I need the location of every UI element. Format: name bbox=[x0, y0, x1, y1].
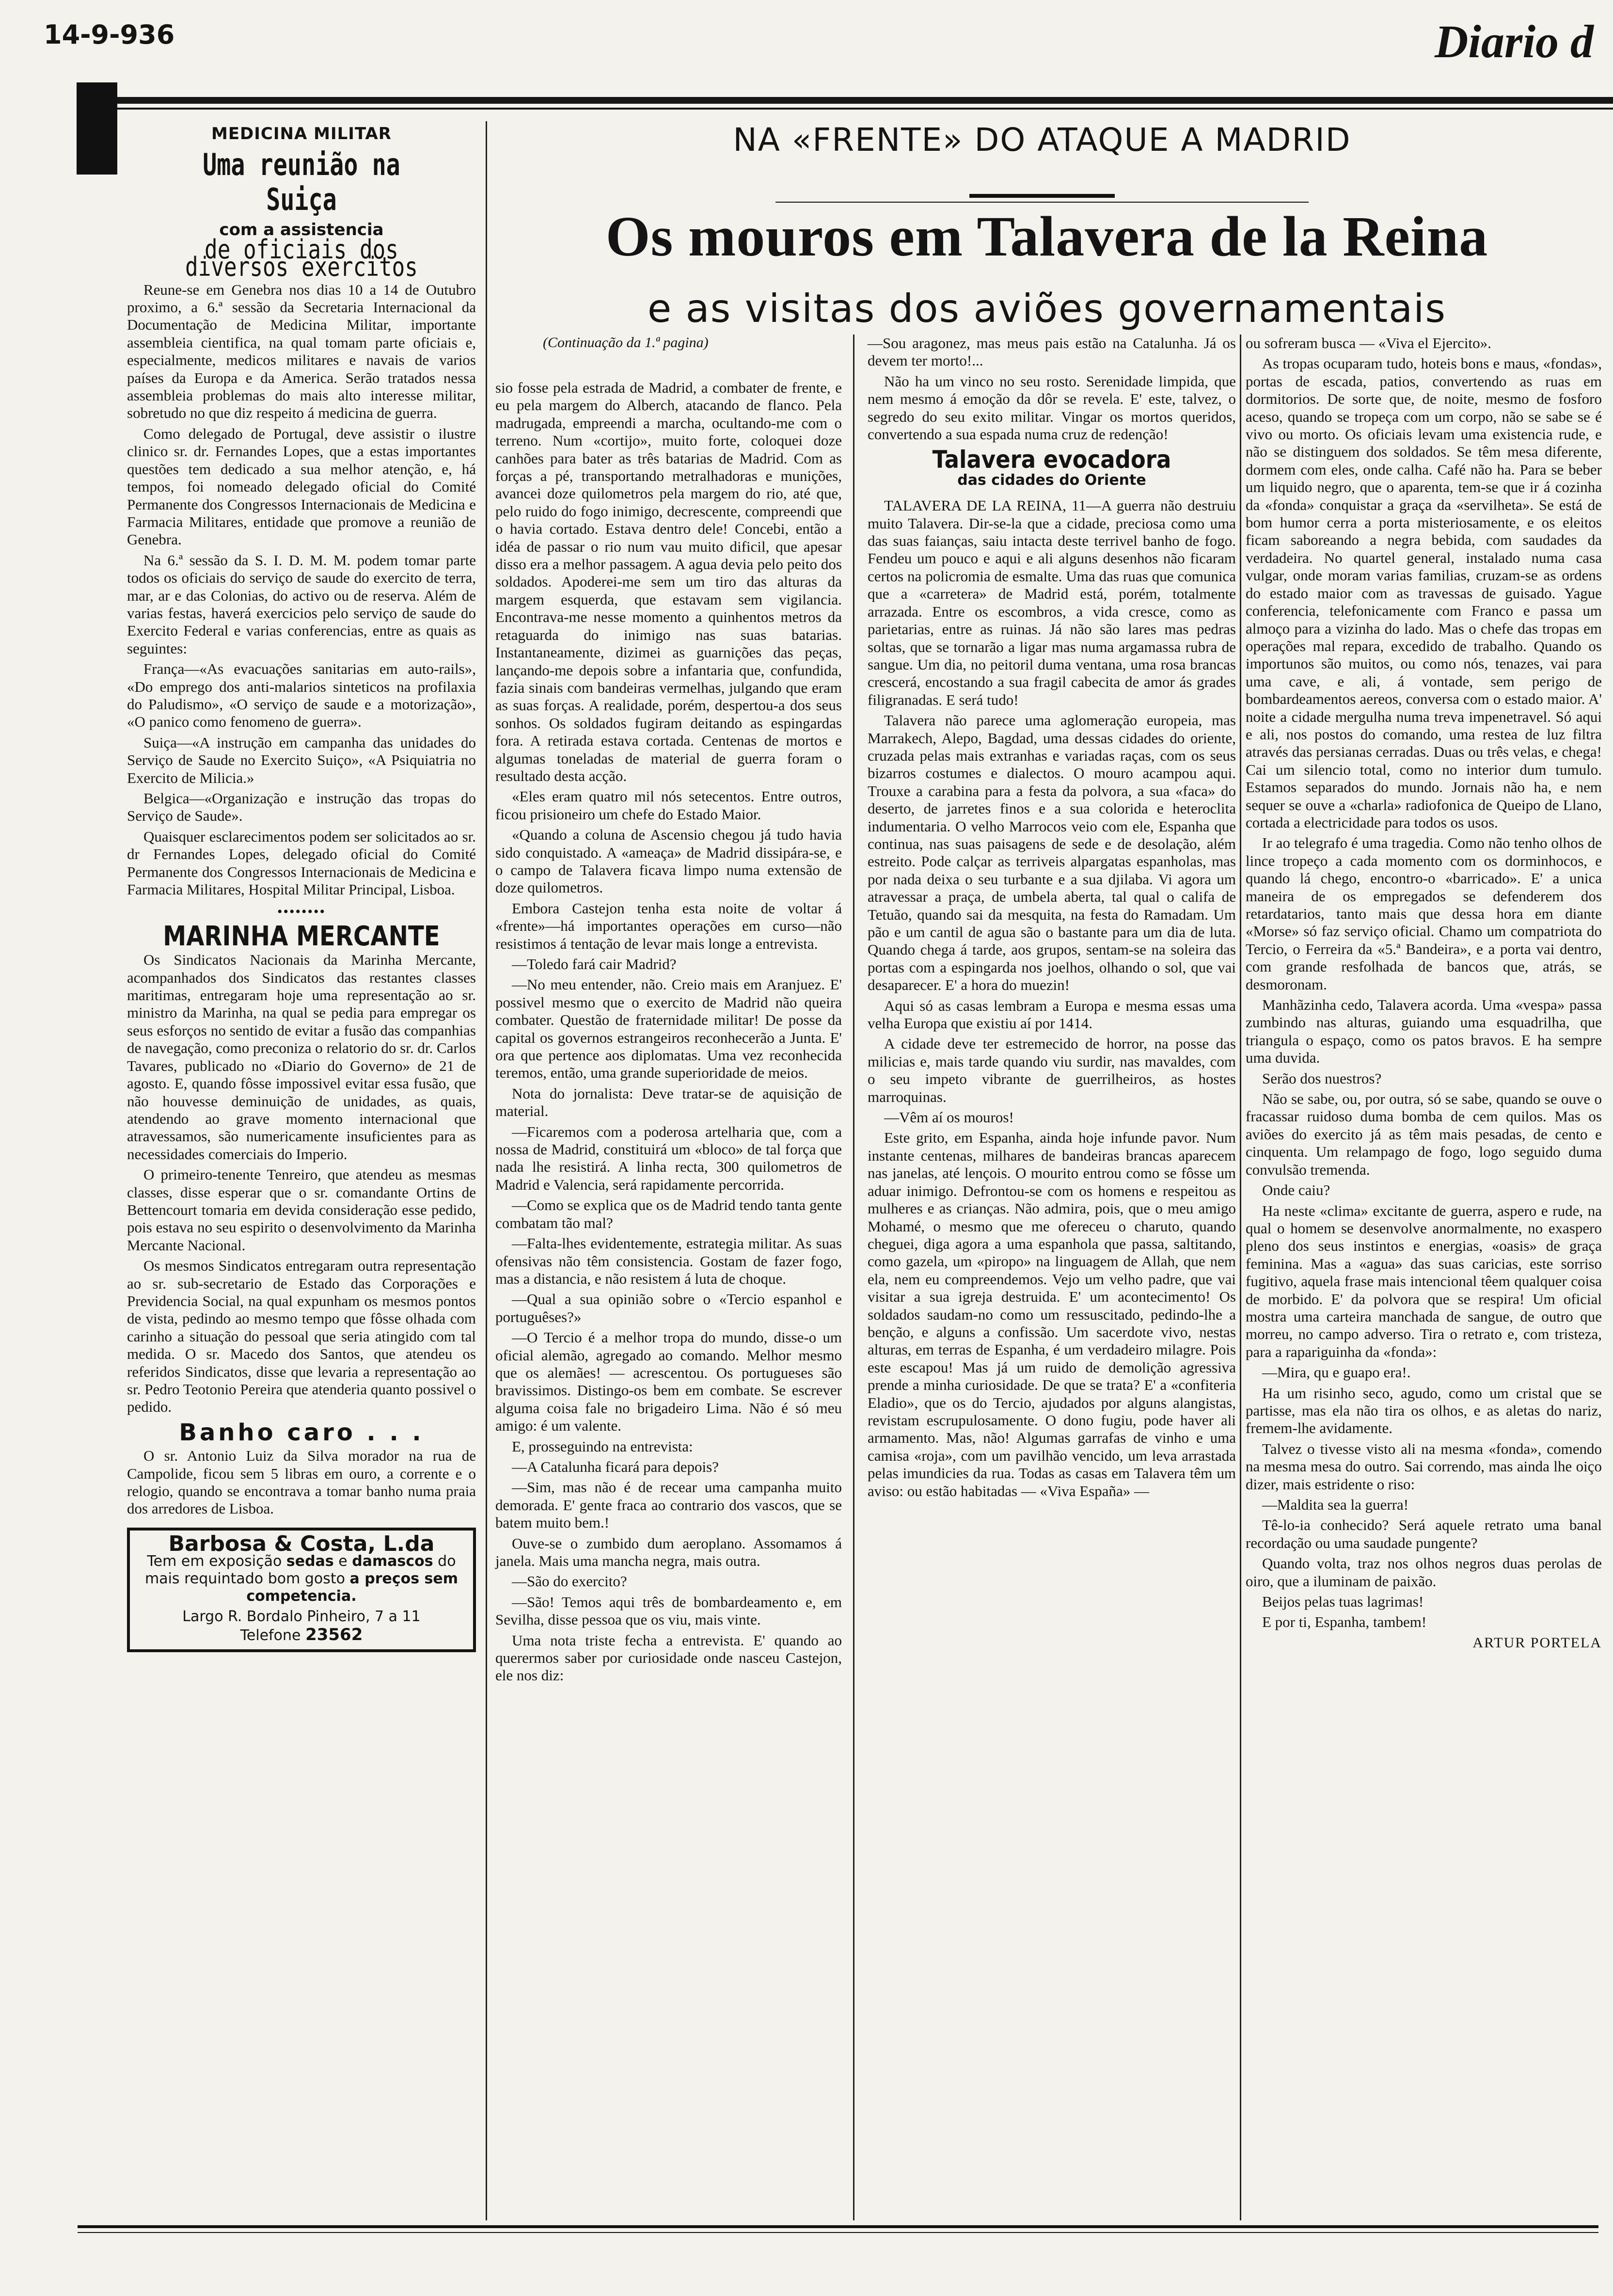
masthead-title: Diario d bbox=[1434, 16, 1594, 67]
paragraph: O primeiro-tenente Tenreiro, que atendeu as mesmas classes, disse esperar que o sr. comandante Ortins de Bettencourt tomaria em devida consideração esse pedido, pois estava no seu espirito o desenvolvimento da Marinha Mercante Nacional. bbox=[127, 1166, 476, 1254]
paragraph: —Como se explica que os de Madrid tendo tanta gente combatam tão mal? bbox=[495, 1196, 842, 1231]
paragraph: A cidade deve ter estremecido de horror, na posse das milicias e, mais tarde quando viu surdir, nas mavaldes, com o seu impeto vibrante de guerrilheiros, as hostes marroquinas. bbox=[868, 1035, 1236, 1105]
paragraph: Na 6.ª sessão da S. I. D. M. M. podem tomar parte todos os oficiais do serviço de saude do exercito de terra, mar, ar e das Colonias, do activo ou de reserva. Além de varias festas, haverá exercicios pelo serviço de saude do Exercito Federal e varias conferencias, entre as quais as seguintes: bbox=[127, 551, 476, 657]
main-subheadline: e as visitas dos aviões governamentais bbox=[647, 286, 1447, 331]
paragraph: Embora Castejon tenha esta noite de voltar á «frente»—há importantes operações em curso—não resistimos á tentação de levar mais longe a entrevista. bbox=[495, 899, 842, 952]
paragraph: Tê-lo-ia conhecido? Será aquele retrato uma banal recordação ou uma saudade pungente? bbox=[1246, 1516, 1602, 1551]
paragraph: Como delegado de Portugal, deve assistir o ilustre clinico sr. dr. Fernandes Lopes, que a estas importantes questões tem dedicado a sua melhor atenção, e, há tempos, foi nomeado delegado oficial do Comité Permanente dos Congressos Internacionais de Medicina e Farmacia Militares, entidade que promove a reunião de Genebra. bbox=[127, 425, 476, 548]
talavera-subheading: Talavera evocadora bbox=[932, 446, 1171, 474]
ad-telephone-label: Telefone bbox=[240, 1626, 301, 1644]
paragraph: —Vêm aí os mouros! bbox=[884, 1109, 1014, 1126]
paragraph: Ir ao telegrafo é uma tragedia. Como não tenho olhos de lince tropeço a cada momento com os dorminhocos, e quando lá chego, encontro-o «barricado». E' a unica maneira de os empregados se defenderem dos retardatarios, tanto mais que dessa hora em diante «Morse» só faz serviço oficial. Chamo um compatriota do Tercio, o Ferreira da «5.ª Bandeira», e a porta vai dentro, com grande resfolhada de bancos que, atrás, se desmoronam. bbox=[1246, 834, 1602, 993]
paragraph: —Qual a sua opinião sobre o «Tercio espanhol e portuguêses?» bbox=[495, 1291, 842, 1325]
main-kicker: NA «FRENTE» DO ATAQUE A MADRID bbox=[733, 121, 1351, 159]
kicker-rule-thin bbox=[775, 202, 1309, 203]
ad-emphasis: sedas bbox=[286, 1553, 334, 1570]
talavera-subheading-small: das cidades do Oriente bbox=[957, 471, 1146, 489]
ad-emphasis: damascos bbox=[352, 1553, 433, 1570]
paragraph: —Falta-lhes evidentemente, estrategia militar. As suas ofensivas não têm consistencia. Gostam de fazer fogo, mas a distancia, e não resistem á luta de choque. bbox=[495, 1235, 842, 1287]
medicina-subtitle: com a assistencia bbox=[219, 220, 384, 240]
paragraph: Onde caiu? bbox=[1262, 1181, 1330, 1199]
paragraph: —O Tercio é a melhor tropa do mundo, disse-o um oficial alemão, agregado ao comando. Melhor mesmo que os alemães! — acrescentou. Os portugueses são bravissimos. Distingo-os bem em combate. Se escrever alguma coisa fale no brigadeiro Lima. Não é só meu amigo: é um valente. bbox=[495, 1329, 842, 1435]
paragraph: Ha um risinho seco, agudo, como um cristal que se partisse, mas ela não tira os olhos, e as aletas do nariz, fremem-lhe avidamente. bbox=[1246, 1384, 1602, 1437]
ad-telephone bbox=[137, 1626, 466, 1644]
paragraph: Uma nota triste fecha a entrevista. E' quando ao querermos saber por curiosidade onde nasceu Castejon, ele nos diz: bbox=[495, 1631, 842, 1684]
paragraph: —São do exercito? bbox=[512, 1573, 627, 1590]
paragraph: Manhãzinha cedo, Talavera acorda. Uma «vespa» passa zumbindo nas alturas, guiando uma esquadrilha, que triangula o espaço, como os patos bravos. E ha sempre uma duvida. bbox=[1246, 996, 1602, 1067]
ad-text bbox=[137, 1553, 466, 1605]
author-signature: ARTUR PORTELA bbox=[1472, 1634, 1602, 1651]
paragraph: E por ti, Espanha, tambem! bbox=[1262, 1613, 1427, 1631]
paragraph: —Sim, mas não é de recear uma campanha muito demorada. E' gente fraca ao contrario dos vascos, que se batem muito bem.! bbox=[495, 1479, 842, 1531]
paragraph: TALAVERA DE LA REINA, 11—A guerra não destruiu muito Talavera. Dir-se-la que a cidade, preciosa como uma das suas faianças, saiu intacta deste terrivel banho de fogo. Fendeu um pouco e aqui e ali alguns desenhos não ficaram certos na policromia de esmalte. Uma das ruas que comunica que a «carretera» de Madrid está, porém, totalmente arrazada. Entre os escombros, a vida cresce, como as parietarias, entre as ruinas. Já não são lares mas pedras soltas, que se tornarão a ligar mas numa argamassa rubra de sangue. Um dia, no peitoril duma ventana, uma rosa brancas crescerá, encostando a sua fragil cabecita de amor ás grades filigranadas. E será tudo! bbox=[868, 497, 1236, 708]
story-column-2 bbox=[495, 379, 842, 1688]
left-column bbox=[127, 125, 476, 1652]
column-divider bbox=[486, 121, 487, 2220]
paragraph: —Maldita sea la guerra! bbox=[1262, 1496, 1409, 1513]
column-divider bbox=[853, 335, 854, 2220]
paragraph: —Ficaremos com a poderosa artelharia que, com a nossa de Madrid, constituirá um «bloco» de tal força que nada lhe resistirá. A linha recta, 300 quilometros de Madrid e Valencia, será rapidamente percorrida. bbox=[495, 1123, 842, 1193]
advertisement bbox=[127, 1528, 476, 1652]
paragraph: Os Sindicatos Nacionais da Marinha Mercante, acompanhados dos Sindicatos das restantes classes maritimas, entregaram hoje uma representação ao sr. ministro da Marinha, na qual se pedia para empregar os seus esforços no sentido de evitar a fusão das companhias de navegação, como preconiza o relatorio do sr. dr. Carlos Tavares, publicado no «Diario do Governo» de 21 de agosto. E, quando fôsse impossivel evitar essa fusão, que não houvesse deminuição de unidades, as quais, atendendo ao grave momento internacional que atravessamos, são numericamente insuficientes para as necessidades comerciais do Imperio. bbox=[127, 951, 476, 1163]
paragraph: «Quando a coluna de Ascensio chegou já tudo havia sido conquistado. A «ameaça» de Madrid dissipára-se, e o campo de Talavera ficava limpo numa extensão de doze quilometros. bbox=[495, 826, 842, 896]
paragraph: As tropas ocuparam tudo, hoteis bons e maus, «fondas», portas de escada, patios, convertendo as ruas em dormitorios. De sorte que, de noite, mesmo de fosforo aceso, quando se tropeça com um corpo, não se sabe se é vivo ou morto. Os oficiais levam uma existencia rude, e não se distinguem dos soldados. Se têm mesa diferente, dormem com eles, onde calha. Café não ha. Para se beber um liquido negro, que o aparenta, tem-se que ir á cozinha da «fonda» conquistar a graça da «servilheta». Se está de bom humor cerra a porta misteriosamente, e os eleitos ficam saboreando a negra bebida, com saudades da verdadeira. No quartel general, instalado numa casa vulgar, onde moram varias familias, cruzam-se as ordens do estado maior com as travessas de guisado. Yague conferencia, telefonicamente com Franco e passa um almoço para a vizinha do lado. Mas o chefe das tropas em operações mal repara, excedido de trabalho. Quando os importunos são muitos, ou como nós, tenazes, vai para uma cave, e ali, á vontade, sem perigo de bombardeamentos aereos, conversa com o estado maior. A' noite a cidade mergulha numa treva impenetravel. Só aqui e ali, nos postos do comando, uma restea de luz filtra através das persianas cerradas. Duas ou três velas, e chega! Cai um silencio total, como no interior dum tumulo. Estamos separados do mundo. Jornais não ha, e nem sequer se ouve a «charla» radiofonica de Queipo de Llano, cortada a electricidade para todos os usos. bbox=[1246, 355, 1602, 831]
paragraph: Quaisquer esclarecimentos podem ser solicitados ao sr. dr Fernandes Lopes, delegado oficial do Comité Permanente dos Congressos Internacionais de Medicina e Farmacia Militares, Hospital Militar Principal, Lisboa. bbox=[127, 828, 476, 898]
paragraph: Quando volta, traz nos olhos negros duas perolas de oiro, que a iluminam de paixão. bbox=[1246, 1555, 1602, 1590]
ad-line: do mais requintado bom gosto bbox=[144, 1553, 456, 1588]
paragraph: França—«As evacuações sanitarias em auto-rails», «Do emprego dos anti-malarios sinteticos na profilaxia do Paludismo», «O serviço de saude e a motorização», «O panico como fenomeno de guerra». bbox=[127, 660, 476, 731]
story-column-4 bbox=[1246, 335, 1602, 1652]
main-headline: Os mouros em Talavera de la Reina bbox=[605, 205, 1488, 268]
paragraph: ou sofreram busca — «Viva el Ejercito». bbox=[1246, 335, 1491, 351]
continuation-note: (Continuação da 1.ª pagina) bbox=[543, 335, 709, 351]
paragraph: —Toledo fará cair Madrid? bbox=[512, 956, 677, 973]
paragraph: «Eles eram quatro mil nós setecentos. Entre outros, ficou prisioneiro um chefe do Estado Maior. bbox=[495, 788, 842, 823]
paragraph: Não se sabe, ou, por outra, só se sabe, quando se ouve o fracassar ruidoso duma bomba de cem quilos. Mas os aviões do exercito já as têm mais pesadas, de cento e cinquenta. Um relampago de fogo, logo seguido duma convulsão tremenda. bbox=[1246, 1090, 1602, 1178]
paragraph: —Sou aragonez, mas meus pais estão na Catalunha. Já os devem ter morto!... bbox=[868, 335, 1236, 369]
footer-rule bbox=[78, 2225, 1598, 2228]
paragraph: —A Catalunha ficará para depois? bbox=[512, 1458, 719, 1475]
paragraph: Nota do jornalista: Deve tratar-se de aquisição de material. bbox=[495, 1084, 842, 1120]
medicina-subtitle-2: de oficiais dos diversos exercitos bbox=[185, 234, 418, 283]
paragraph: Ha neste «clima» excitante de guerra, aspero e rude, na qual o homem se desenvolve anormalmente, no exaspero pleno dos seus instintos e energias, «oasis» de graça feminina. Mas a «agua» das suas caricias, este sorriso fugitivo, aquela frase mais intencional têem qualquer coisa de morbido. E' da polvora que se respira! Um oficial mostra uma carteira manchada de sangue, de outro que morreu, no campo adverso. Tira o retrato e, com tristeza, para a rapariguinha da «fonda»: bbox=[1246, 1202, 1602, 1360]
ad-company-name: Barbosa & Costa, L.da bbox=[168, 1531, 435, 1556]
paragraph: E, prosseguindo na entrevista: bbox=[512, 1437, 693, 1455]
ad-address: Largo R. Bordalo Pinheiro, 7 a 11 bbox=[182, 1608, 421, 1626]
paragraph: Este grito, em Espanha, ainda hoje infunde pavor. Num instante centenas, milhares de bandeiras brancas aparecem nas janelas, até lençois. O mourito entrou como se fôsse um aduar inimigo. Defrontou-se com os homens e respeitou as mulheres e as crianças. Não admira, pois, que o meu amigo Mohamé, o mesmo que me ofereceu o charuto, quando cheguei, diga agora a uma espanhola que passa, saltitando, como gazela, um «piropo» na linguagem de Allah, que nem ela, nem eu compreendemos. Vejo um velho padre, que vai visitar a sua igreja destruida. E' um acontecimento! Os soldados saudam-no como um ressuscitado, pedindo-lhe a benção, e alguns a confissão. Um sacerdote vivo, nestas alturas, em terras de Espanha, é um verdadeiro milagre. Pois este escapou! Mas já um ruido de demolição agressiva prende a minha curiosidade. De que se trata? E' a «confiteria Eladio», que os do Tercio, ajudados por alguns alangistas, revistam escrupulosamente. O dono fugiu, pode haver ali armamento. Mas, não! Algumas garrafas de vinho e uma camisa «roja», com um pavilhão vencido, um leva arrastada pelas imundicies da rua. Todas as casas em Talavera têm um aviso: ou estão habitadas — «Viva España» — bbox=[868, 1129, 1236, 1499]
header-rule bbox=[78, 97, 1613, 104]
column-divider bbox=[1240, 335, 1241, 2220]
medicina-title: Uma reunião na Suiça bbox=[203, 147, 400, 218]
paragraph: Não ha um vinco no seu rosto. Serenidade limpida, que nem mesmo á emoção da dôr se revela. E' este, talvez, o segredo do seu exito militar. Vingar os mortos queridos, convertendo a sua espada numa cruz de redenção! bbox=[868, 372, 1236, 443]
paragraph: —No meu entender, não. Creio mais em Aranjuez. E' possivel mesmo que o exercito de Madrid não queira combater. Questão de fraternidade militar! De posse da capital os governos estrangeiros reconhecerão a Junta. E' ora que pertence aos diplomatas. Uma vez reconhecida teremos, então, uma grande superioridade de meios. bbox=[495, 976, 842, 1082]
paragraph: Os mesmos Sindicatos entregaram outra representação ao sr. sub-secretario de Estado das Corporações e Previdencia Social, na qual expunham os mesmos pontos de vista, pedindo ao mesmo tempo que fôsse olhada com carinho a situação do pessoal que seria atingido com tal medida. O sr. Macedo dos Santos, que atendeu os referidos Sindicatos, disse que levaria a representação ao sr. Pedro Teotonio Pereira que atenderia quanto possivel o pedido. bbox=[127, 1257, 476, 1416]
paragraph: Reune-se em Genebra nos dias 10 a 14 de Outubro proximo, a 6.ª sessão da Secretaria Internacional da Documentação de Medicina Militar, importante assembleia cientifica, na qual tomam parte oficiais e, especialmente, medicos militares e navais de varios países da Europa e da America. Serão tratados nessa assembleia problemas do mais alto interesse militar, sobretudo no que diz respeito á medicina de guerra. bbox=[127, 281, 476, 422]
paragraph: —Mira, qu e guapo era!. bbox=[1262, 1364, 1411, 1381]
paragraph: Beijos pelas tuas lagrimas! bbox=[1262, 1593, 1424, 1610]
left-margin-bar bbox=[77, 82, 117, 175]
paragraph: Aqui só as casas lembram a Europa e mesma essas uma velha Europa que existiu aí por 1414. bbox=[868, 997, 1236, 1032]
paragraph: O sr. Antonio Luiz da Silva morador na rua de Campolide, ficou sem 5 libras em ouro, a corrente e o relogio, quando se encontrava a tomar banho numa praia dos arredores de Lisboa. bbox=[127, 1447, 476, 1517]
footer-rule-thin bbox=[78, 2232, 1598, 2233]
ad-telephone-number: 23562 bbox=[305, 1625, 363, 1644]
paragraph: Belgica—«Organização e instrução das tropas do Serviço de Saude». bbox=[127, 790, 476, 825]
ad-line: e bbox=[338, 1553, 348, 1570]
paragraph: —São! Temos aqui três de bombardeamento e, em Sevilha, disse pessoa que os viu, mais vinte. bbox=[495, 1593, 842, 1628]
paragraph: Serão dos nuestros? bbox=[1262, 1069, 1382, 1087]
paragraph: Suiça—«A instrução em campanha das unidades do Serviço de Saude no Exercito Suiço», «A Psiquiatria no Exercito de Milicia.» bbox=[127, 733, 476, 786]
story-column-3 bbox=[868, 335, 1236, 1503]
header-rule-thin bbox=[78, 108, 1613, 110]
banho-title: Banho caro . . . bbox=[179, 1419, 424, 1446]
kicker-rule bbox=[969, 194, 1115, 198]
ad-emphasis: a preços sem competencia. bbox=[246, 1570, 459, 1605]
paragraph: Ouve-se o zumbido dum aeroplano. Assomamos á janela. Mais uma mancha negra, mais outra. bbox=[495, 1534, 842, 1569]
medicina-kicker: MEDICINA MILITAR bbox=[211, 124, 392, 144]
paragraph: Talvez o tivesse visto ali na mesma «fonda», comendo na mesma mesa do outro. Sai correndo, mas ainda lhe oiço dizer, mais estridente o riso: bbox=[1246, 1440, 1602, 1493]
ad-line: Tem em exposição bbox=[147, 1553, 282, 1570]
issue-date: 14-9-936 bbox=[44, 19, 175, 50]
paragraph: sio fosse pela estrada de Madrid, a combater de frente, e eu pela margem do Alberch, atacando de flanco. Pela madrugada, empreendi a marcha, ocultando-me com o terreno. Num «cortijo», muito forte, coloquei doze canhões para bater as três batarias de Madrid. Com as forças a pé, transportando metralhadoras e munições, avancei doze quilometros pela margem do rio, até que, pelo ruido do fogo inimigo, decrescente, compreendi que o havia cortado. Estava dentro dele! Concebi, então a idéa de passar o rio num vau muito dificil, que apesar disso era a melhor passagem. A agua devia pelo peito dos soldados. Apoderei-me sem um tiro das alturas da margem esquerda, que estavam sem vigilancia. Encontrava-me nesse momento a quinhentos metros da retaguarda do inimigo nas suas batarias. Instantaneamente, dizimei as guarnições das peças, lançando-me depois sobre a infantaria que, confundida, fazia sinais com bandeiras vermelhas, julgando que eram as suas forças. A realidade, porém, despertou-a dos seus sonhos. Os soldados fugiram deitando as espingardas fora. A retirada estava cortada. Centenas de mortos e algumas toneladas de material de guerra foram o resultado desta acção. bbox=[495, 379, 842, 784]
separator-dots: •••••••• bbox=[277, 904, 326, 920]
marinha-title: MARINHA MERCANTE bbox=[163, 920, 440, 952]
paragraph: Talavera não parece uma aglomeração europeia, mas Marrakech, Alepo, Bagdad, uma dessas cidades do oriente, cruzada pelas mais extranhas e variadas raças, com os seus bizarros costumes e dialectos. O mouro acampou aqui. Trouxe a carabina para a festa da polvora, a sua «faca» do deserto, de jarretes finos e a sua colorida e heteroclita indumentaria. O velho Marrocos veio com ele, Espanha que continua, nas suas paisagens de sede e de desolação, além estreito. Pode calçar as terriveis alpargatas espanholas, mas por nada deixa o seu turbante e a sua djilaba. Vi agora um atravessar a praça, de umbela aberta, tal qual o califa de Tetuão, quando sai da mesquita, na festa do Ramadam. Um pão e um cantil de agua são o bastante para um dia de luta. Quando chega á tarde, aos grupos, sentam-se na soleira das portas com a espingarda nos joelhos, olhando o sol, que vai desaparecer. E' a hora do muezin! bbox=[868, 712, 1236, 994]
